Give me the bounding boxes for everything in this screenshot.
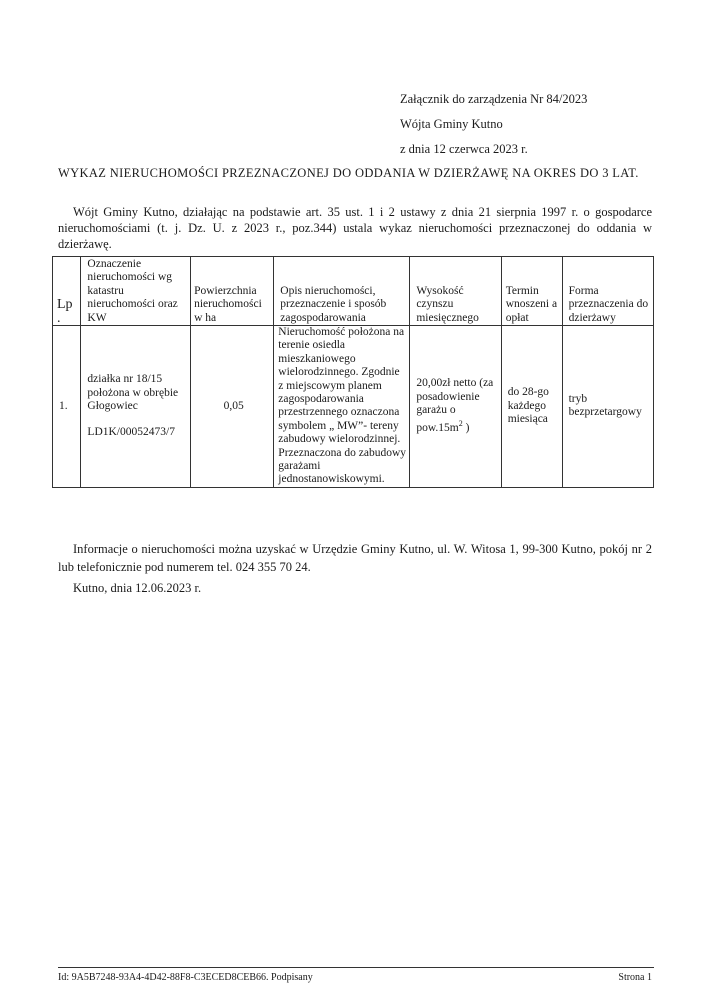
cell-rent	[410, 326, 501, 488]
footer-document-id: Id: 9A5B7248-93A4-4D42-88F8-C3ECED8CEB66. Podpisany	[58, 972, 313, 983]
footer-page-number: Strona 1	[618, 972, 652, 983]
property-table	[52, 256, 654, 488]
cell-form: tryb bezprzetargowy	[562, 326, 653, 488]
header-description: Opis nieruchomości, przeznaczenie i sposób zagospodarowania	[274, 257, 410, 326]
table-row	[53, 326, 654, 488]
header-line-date: z dnia 12 czerwca 2023 r.	[400, 142, 528, 156]
cell-lp: 1.	[53, 326, 81, 488]
header-rent: Wysokość czynszu miesięcznego	[410, 257, 501, 326]
info-paragraph: Informacje o nieruchomości można uzyskać w Urzędzie Gminy Kutno, ul. W. Witosa 1, 99-300 Kutno, pokój nr 2 lub telefonicznie pod numerem tel. 024 355 70 24.	[58, 542, 652, 574]
rent-text-end: )	[462, 422, 470, 435]
header-lp: Lp .	[53, 257, 81, 326]
document-title: WYKAZ NIERUCHOMOŚCI PRZEZNACZONEJ DO ODDANIA W DZIERŻAWĘ NA OKRES DO 3 LAT.	[58, 166, 639, 180]
header-payment-term: Termin wnoszeni a opłat	[501, 257, 562, 326]
rent-text: 20,00zł netto (za posadowienie garażu o pow.15m	[416, 377, 494, 435]
designation-text: działka nr 18/15 położona w obrębie Głogowiec	[87, 373, 179, 412]
cell-designation	[81, 326, 191, 488]
cell-area: 0,05	[191, 326, 274, 488]
footer-divider	[58, 967, 654, 968]
cell-payment-term: do 28-go każdego miesiąca	[501, 326, 562, 488]
header-form: Forma przeznaczenia do dzierżawy	[562, 257, 653, 326]
table-header-row	[53, 257, 654, 326]
header-designation: Oznaczenie nieruchomości wg katastru nieruchomości oraz KW	[81, 257, 191, 326]
header-line-attachment: Załącznik do zarządzenia Nr 84/2023	[400, 92, 588, 106]
intro-paragraph: Wójt Gminy Kutno, działając na podstawie art. 35 ust. 1 i 2 ustawy z dnia 21 sierpnia 1997 r. o gospodarce nieruchomościami (t. j. Dz. U. z 2023 r., poz.344) ustala wykaz nieruchomości przeznaczonej do oddania w dzierżawę.	[58, 205, 652, 251]
cell-description: Nieruchomość położona na terenie osiedla mieszkaniowego wielorodzinnego. Zgodnie z miejscowym planem zagospodarowania przestrzennego oznaczona symbolem „ MW”- tereny zabudowy wielorodzinnej. Przeznaczona do zabudowy garażami jednostanowiskowymi.	[274, 326, 410, 488]
place-date: Kutno, dnia 12.06.2023 r.	[73, 581, 202, 595]
header-line-authority: Wójta Gminy Kutno	[400, 117, 503, 131]
header-area: Powierzchnia nieruchomości w ha	[191, 257, 274, 326]
land-register-number: LD1K/00052473/7	[87, 426, 175, 439]
rent-superscript: 2	[458, 419, 463, 429]
